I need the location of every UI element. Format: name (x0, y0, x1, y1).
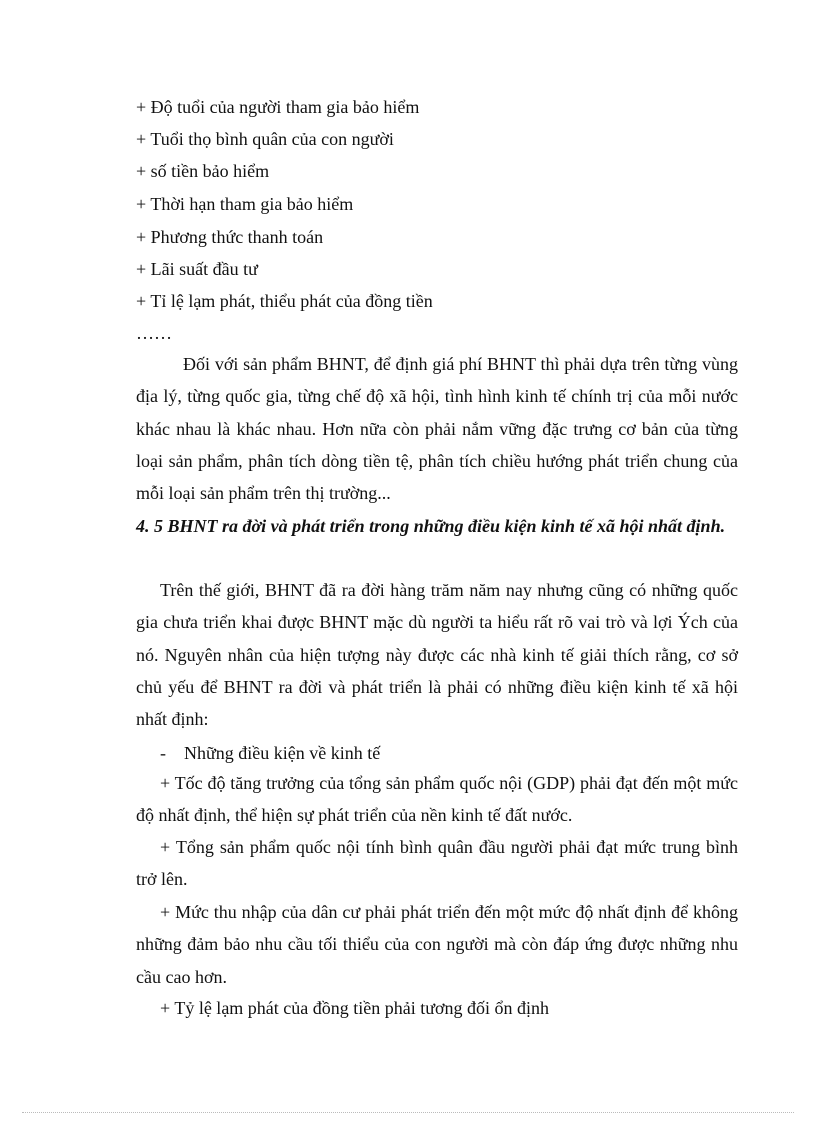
condition-gdp-per-capita: + Tổng sản phẩm quốc nội tính bình quân đầu người phải đạt mức trung bình trở lên. (136, 837, 738, 890)
list-item-age: + Độ tuổi của người tham gia bảo hiểm (136, 97, 420, 117)
ellipsis: …… (136, 323, 172, 343)
section-heading: 4. 5 BHNT ra đời và phát triển trong những điều kiện kinh tế xã hội nhất định. (136, 516, 726, 536)
conditions-dash: - (160, 743, 166, 763)
condition-gdp-growth: + Tốc độ tăng trưởng của tổng sản phẩm quốc nội (GDP) phải đạt đến một mức độ nhất định, thể hiện sự phát triển của nền kinh tế đất nước. (136, 773, 738, 826)
conditions-title: Những điều kiện về kinh tế (184, 743, 381, 763)
list-item-inflation: + Tỉ lệ lạm phát, thiểu phát của đồng tiền (136, 291, 433, 311)
condition-income: + Mức thu nhập của dân cư phải phát triển đến một mức độ nhất định để không những đảm bảo nhu cầu tối thiểu của con người mà còn đáp ứng được những nhu cầu cao hơn. (136, 902, 738, 987)
page-bottom-divider (22, 1112, 794, 1113)
condition-inflation: + Tỷ lệ lạm phát của đồng tiền phải tương đối ổn định (160, 998, 550, 1018)
list-item-sum-insured: + số tiền bảo hiểm (136, 161, 270, 181)
list-item-life-expectancy: + Tuổi thọ bình quân của con người (136, 129, 394, 149)
pricing-paragraph: Đối với sản phẩm BHNT, để định giá phí BHNT thì phải dựa trên từng vùng địa lý, từng quốc gia, từng chế độ xã hội, tình hình kinh tế chính trị của mỗi nước khác nhau là khác nhau. Hơn nữa còn phải nắm vững đặc trưng cơ bản của từng loại sản phẩm, phân tích dòng tiền tệ, phân tích chiều hướng phát triển chung của mỗi loại sản phẩm trên thị trường... (136, 354, 738, 504)
world-paragraph: Trên thế giới, BHNT đã ra đời hàng trăm năm nay nhưng cũng có những quốc gia chưa triển khai được BHNT mặc dù người ta hiểu rất rõ vai trò và lợi Ých của nó. Nguyên nhân của hiện tượng này được các nhà kinh tế giải thích rằng, cơ sở chủ yếu để BHNT ra đời và phát triển là phải có những điều kiện kinh tế xã hội nhất định: (136, 580, 738, 730)
list-item-term: + Thời hạn tham gia bảo hiểm (136, 194, 354, 214)
list-item-payment-method: + Phương thức thanh toán (136, 227, 324, 247)
list-item-interest-rate: + Lãi suất đầu tư (136, 259, 258, 279)
